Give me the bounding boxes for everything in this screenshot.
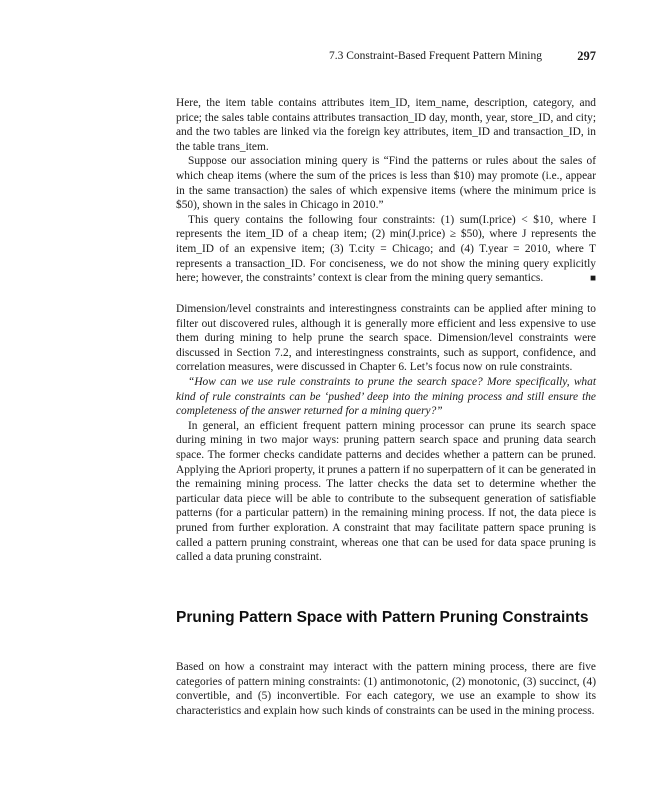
- end-of-example-marker: ■: [589, 273, 596, 285]
- paragraph-question: “How can we use rule constraints to prune the search space? More specifically, what kind of rule constraints can be ‘pushed’ deep into the mining process and still ensure the completeness of the answer returned for a mining query?”: [176, 375, 596, 418]
- paragraph-constraints: This query contains the following four constraints: (1) sum(I.price) < $10, where I represents the item_ID of a cheap item; (2) min(J.price) ≥ $50), where J represents the item_ID of an expensive item; (3) T.city = Chicago; and (4) T.year = 2010, where T represents a transaction_ID. For conciseness, we do not show the mining query explicitly here; however, the constraints’ context is clear from the mining query semantics. ■: [176, 213, 596, 286]
- section-intro-block: [176, 660, 596, 718]
- section-heading: Pruning Pattern Space with Pattern Pruning Constraints: [176, 609, 589, 626]
- running-header: [176, 48, 596, 66]
- paragraph-query: Suppose our association mining query is “Find the patterns or rules about the sales of which cheap items (where the sum of the prices is less than $10) may promote (i.e., appear in the same transaction) the sales of which expensive items (where the minimum price is $50), shown in the sales in Chicago in 2010.”: [176, 155, 596, 212]
- running-title: 7.3 Constraint-Based Frequent Pattern Mining: [328, 50, 542, 62]
- paragraph-tables: Here, the item table contains attributes item_ID, item_name, description, category, and price; the sales table contains attributes transaction_ID day, month, year, store_ID, and city; and the two tables are linked via the foreign key attributes, item_ID and transaction_ID, in the table trans_item.: [176, 97, 596, 153]
- paragraph-dimension-constraints: Dimension/level constraints and interestingness constraints can be applied after mining to filter out discovered rules, although it is generally more efficient and less expensive to use them during mining to help prune the search space. Dimension/level constraints were discussed in Section 7.2, and interestingness constraints, such as support, confidence, and correlation measures, were discussed in Chapter 6. Let’s focus now on rule constraints.: [176, 303, 596, 374]
- paragraph-pruning: In general, an efficient frequent pattern mining processor can prune its search space during mining in two major ways: pruning pattern search space and pruning data search space. The former checks candidate patterns and decides whether a pattern can be pruned. Applying the Apriori property, it prunes a pattern if no superpattern of it can be generated in the remaining mining process. The latter checks the data set to determine whether the particular data piece will be able to contribute to the subsequent generation of satisfiable patterns (for a particular pattern) in the remaining mining process. If not, the data piece is pruned from further exploration. A constraint that may facilitate pattern space pruning is called a pattern pruning constraint, whereas one that can be used for data space pruning is called a data pruning constraint.: [176, 419, 596, 564]
- page-number: 297: [577, 49, 596, 63]
- paragraph-categories: Based on how a constraint may interact with the pattern mining process, there are five categories of pattern mining constraints: (1) antimonotonic, (2) monotonic, (3) succinct, (4) convertible, and (5) inconvertible. For each category, we use an example to show its characteristics and explain how such kinds of constraints can be used in the mining process.: [176, 661, 596, 717]
- body-text-block: [176, 302, 596, 565]
- example-text-block: [176, 96, 596, 287]
